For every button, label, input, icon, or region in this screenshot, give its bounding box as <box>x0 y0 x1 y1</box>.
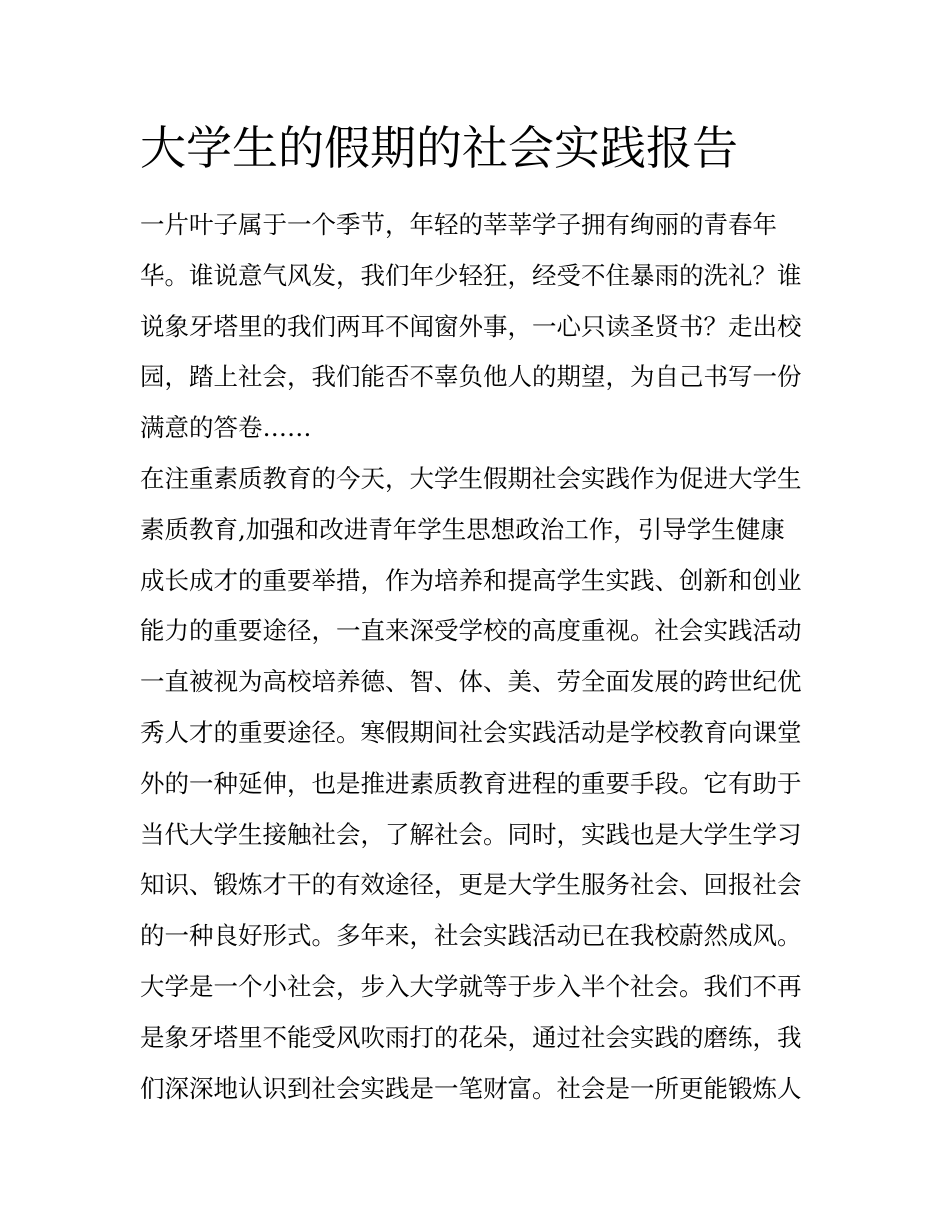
page-title: 大学生的假期的社会实践报告 <box>140 121 738 175</box>
document-body <box>140 200 820 1114</box>
text-line: 成长成才的重要举措，作为培养和提高学生实践、创新和创业 <box>140 565 802 595</box>
text-line: 在注重素质教育的今天，大学生假期社会实践作为促进大学生 <box>140 463 802 493</box>
text-line: 们深深地认识到社会实践是一笔财富。社会是一所更能锻炼人 <box>140 1073 802 1103</box>
text-line: 华。谁说意气风发，我们年少轻狂，经受不住暴雨的洗礼？谁 <box>140 260 802 290</box>
text-line: 一片叶子属于一个季节，年轻的莘莘学子拥有绚丽的青春年 <box>140 210 777 239</box>
text-line: 素质教育,加强和改进青年学生思想政治工作，引导学生健康 <box>140 514 785 544</box>
text-line: 一直被视为高校培养德、智、体、美、劳全面发展的跨世纪优 <box>140 667 802 697</box>
text-line: 大学是一个小社会，步入大学就等于步入半个社会。我们不再 <box>140 971 802 1001</box>
text-line: 满意的答卷…… <box>140 413 312 443</box>
text-line: 知识、锻炼才干的有效途径，更是大学生服务社会、回报社会 <box>140 870 802 900</box>
text-line: 的一种良好形式。多年来，社会实践活动已在我校蔚然成风。 <box>140 921 802 951</box>
text-line: 是象牙塔里不能受风吹雨打的花朵，通过社会实践的磨练，我 <box>140 1022 802 1052</box>
text-line: 园，踏上社会，我们能否不辜负他人的期望，为自己书写一份 <box>140 362 802 392</box>
text-line: 说象牙塔里的我们两耳不闻窗外事，一心只读圣贤书？走出校 <box>140 311 802 341</box>
text-line: 秀人才的重要途径。寒假期间社会实践活动是学校教育向课堂 <box>140 717 802 747</box>
text-line: 当代大学生接触社会，了解社会。同时，实践也是大学生学习 <box>140 819 802 849</box>
text-line: 能力的重要途径，一直来深受学校的高度重视。社会实践活动 <box>140 616 802 646</box>
text-line: 外的一种延伸，也是推进素质教育进程的重要手段。它有助于 <box>140 768 802 798</box>
